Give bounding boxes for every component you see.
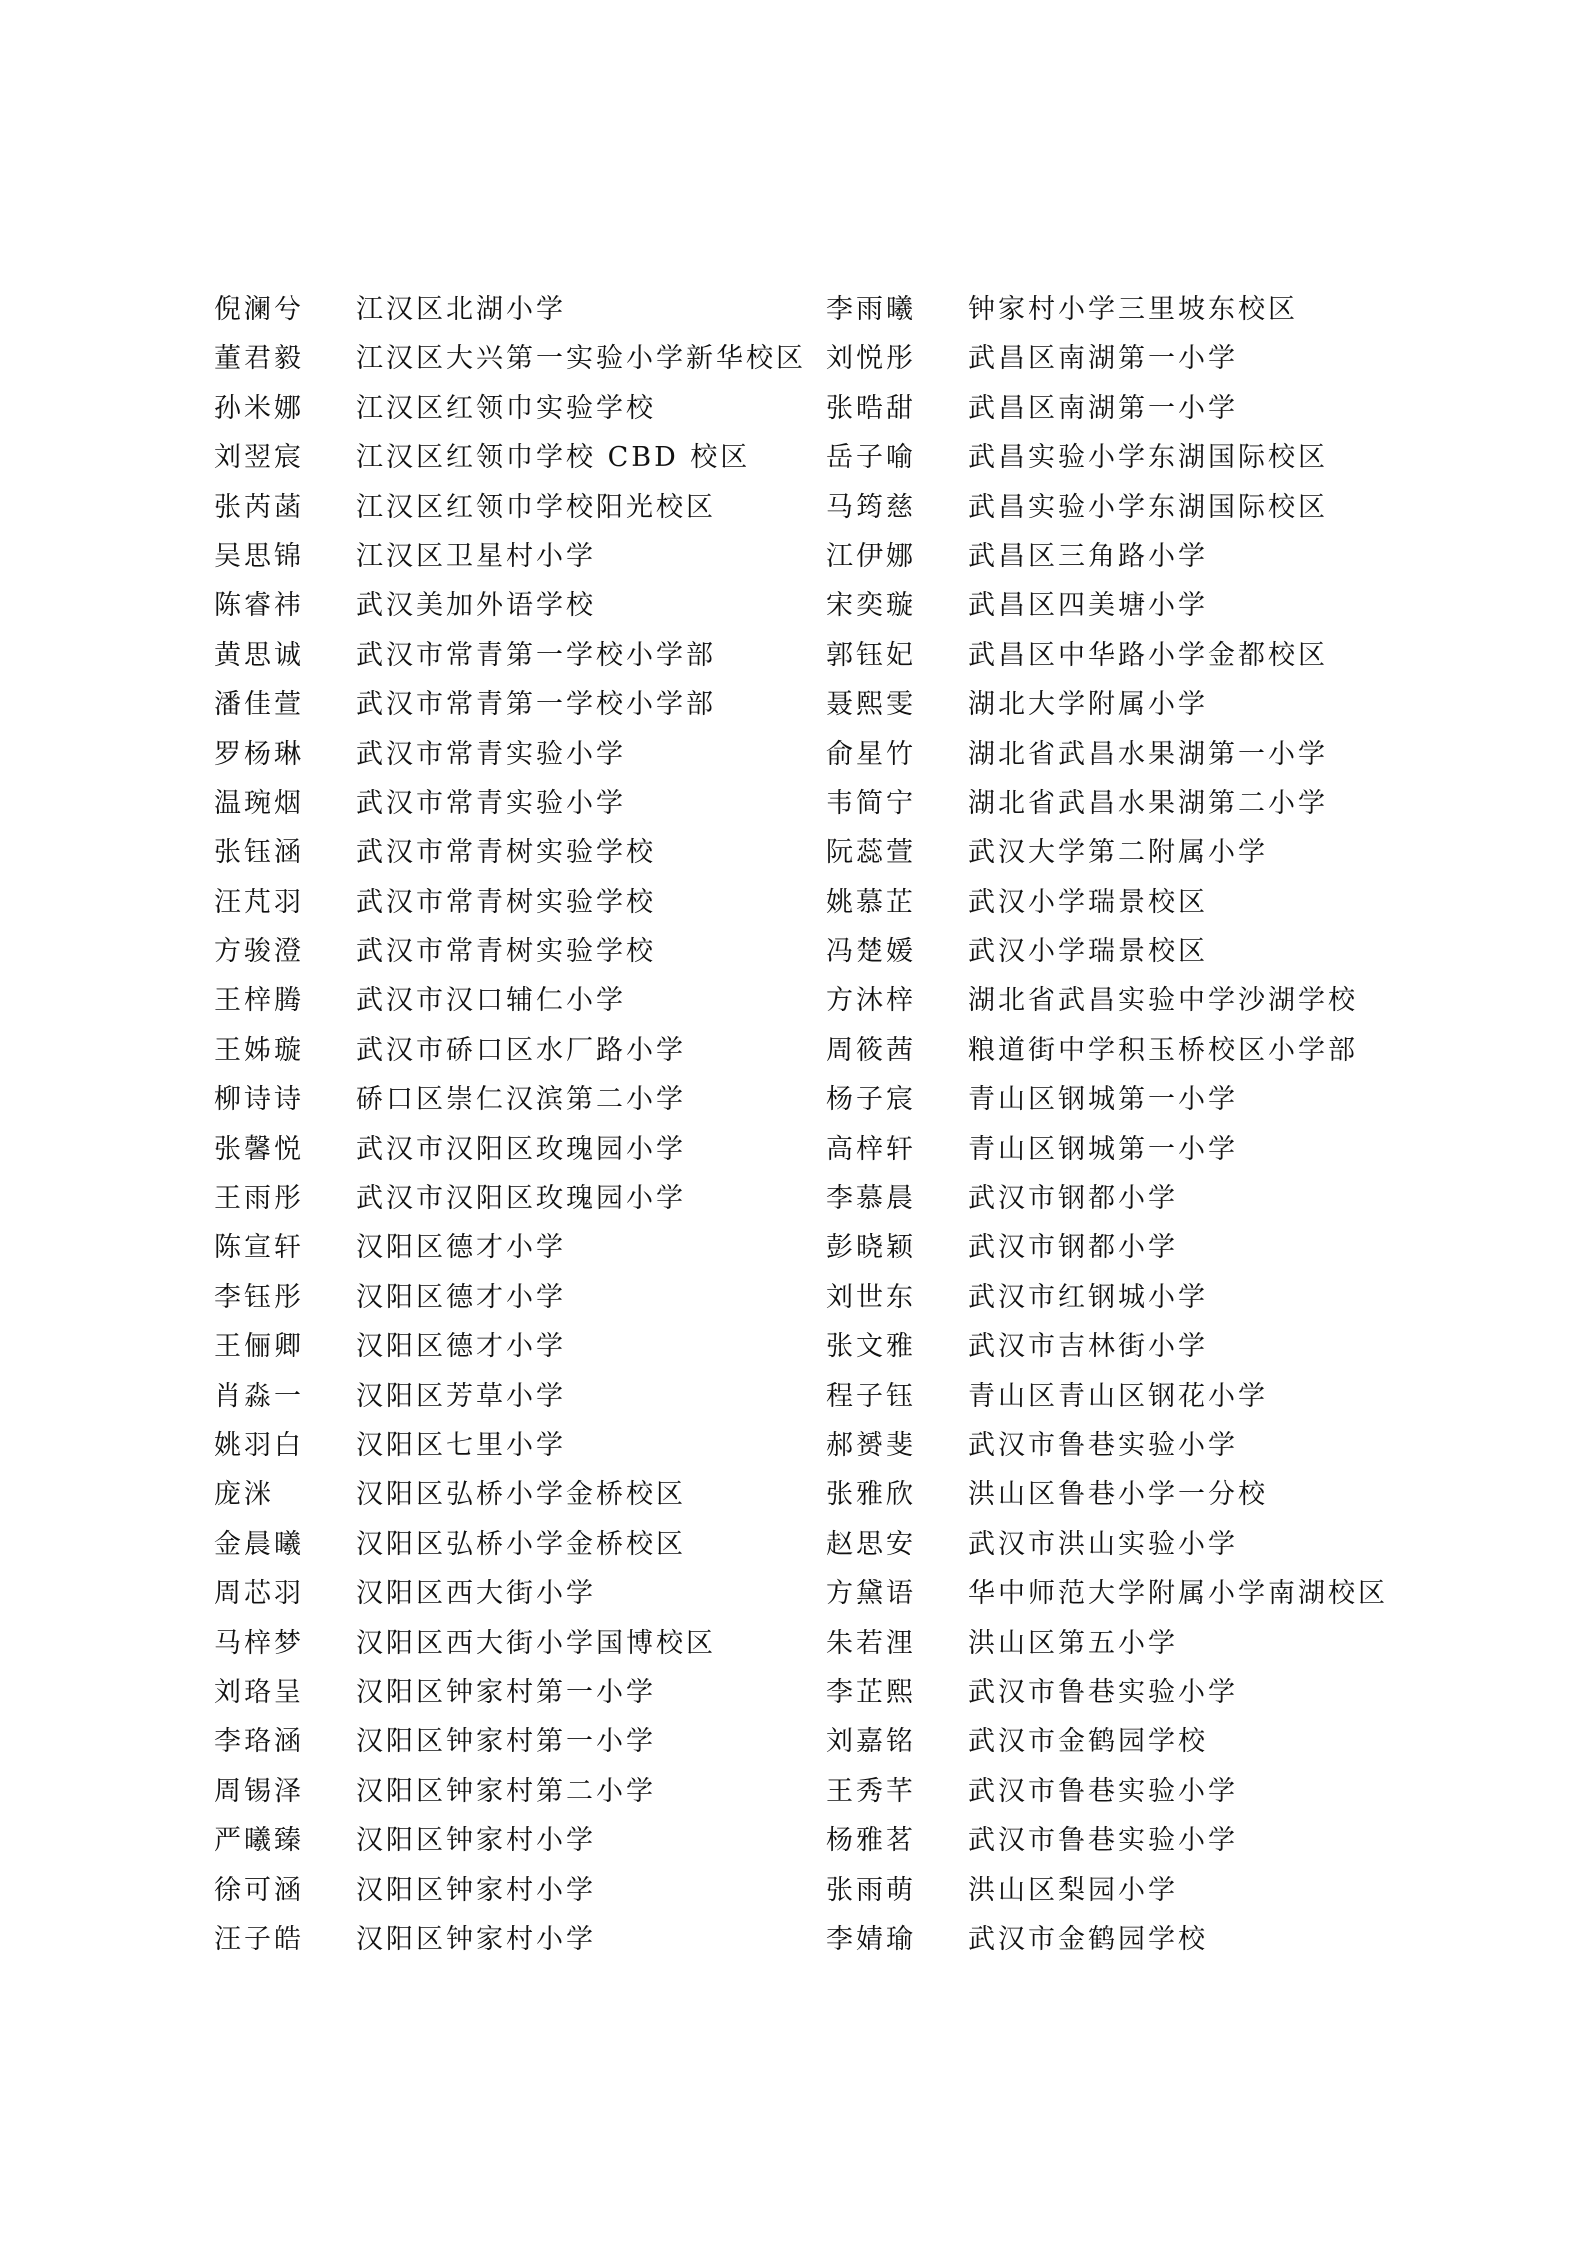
right-school-name: 武汉市鲁巷实验小学: [968, 1676, 1238, 1708]
roster-row: [214, 532, 1394, 581]
left-school-name: 汉阳区弘桥小学金桥校区: [356, 1479, 686, 1511]
right-student-name: 郭钰妃: [826, 639, 916, 671]
left-school-name: 汉阳区钟家村第二小学: [356, 1775, 656, 1807]
right-student-name: 岳子喻: [826, 442, 916, 474]
left-student-name: 庞洣: [214, 1479, 274, 1511]
right-student-name: 高梓轩: [826, 1133, 916, 1165]
right-school-name: 洪山区梨园小学: [968, 1874, 1178, 1906]
right-student-name: 李雨曦: [826, 294, 916, 325]
right-student-name: 刘悦彤: [826, 343, 916, 375]
right-school-name: 武汉市鲁巷实验小学: [968, 1825, 1238, 1857]
left-student-name: 刘珞呈: [214, 1676, 304, 1708]
left-student-name: 柳诗诗: [214, 1084, 304, 1116]
right-student-name: 郝赟斐: [826, 1429, 916, 1461]
left-student-name: 汪子皓: [214, 1923, 304, 1955]
right-school-name: 青山区钢城第一小学: [968, 1084, 1238, 1116]
left-school-name: 江汉区北湖小学: [356, 294, 566, 325]
right-student-name: 方沐梓: [826, 985, 916, 1017]
left-school-name: 武汉市常青实验小学: [356, 738, 626, 770]
left-school-name: 武汉美加外语学校: [356, 590, 596, 622]
left-school-name: 汉阳区钟家村第一小学: [356, 1726, 656, 1758]
roster-row: [214, 1421, 1394, 1470]
roster-row: [214, 1520, 1394, 1569]
left-student-name: 肖淼一: [214, 1380, 304, 1412]
left-school-name: 武汉市汉阳区玫瑰园小学: [356, 1133, 686, 1165]
right-school-name: 武汉小学瑞景校区: [968, 936, 1208, 968]
left-school-name: 武汉市常青树实验学校: [356, 886, 656, 918]
left-student-name: 孙米娜: [214, 392, 304, 424]
left-student-name: 李珞涵: [214, 1726, 304, 1758]
right-school-name: 武汉市鲁巷实验小学: [968, 1775, 1238, 1807]
roster-row: [214, 1767, 1394, 1816]
right-school-name: 湖北省武昌实验中学沙湖学校: [968, 985, 1358, 1017]
right-school-name: 青山区青山区钢花小学: [968, 1380, 1268, 1412]
right-student-name: 阮蕊萱: [826, 837, 916, 869]
left-student-name: 方骏澄: [214, 936, 304, 968]
right-student-name: 杨子宸: [826, 1084, 916, 1116]
left-school-name: 江汉区红领巾学校阳光校区: [356, 491, 716, 523]
right-student-name: 方黛语: [826, 1578, 916, 1610]
roster-row: [214, 1372, 1394, 1421]
roster-row: [214, 1866, 1394, 1915]
roster-row: [214, 483, 1394, 532]
roster-row: [214, 334, 1394, 383]
left-school-name: 汉阳区弘桥小学金桥校区: [356, 1528, 686, 1560]
left-student-name: 王姊璇: [214, 1034, 304, 1066]
right-student-name: 江伊娜: [826, 540, 916, 572]
right-student-name: 彭晓颖: [826, 1232, 916, 1264]
roster-row: [214, 285, 1394, 334]
left-student-name: 陈睿祎: [214, 590, 304, 622]
right-school-name: 武昌区南湖第一小学: [968, 392, 1238, 424]
right-school-name: 武昌区中华路小学金都校区: [968, 639, 1328, 671]
right-student-name: 冯楚媛: [826, 936, 916, 968]
right-school-name: 武昌区南湖第一小学: [968, 343, 1238, 375]
left-student-name: 董君毅: [214, 343, 304, 375]
right-student-name: 姚慕芷: [826, 886, 916, 918]
right-school-name: 武昌区三角路小学: [968, 540, 1208, 572]
left-student-name: 倪澜兮: [214, 294, 304, 325]
right-student-name: 聂熙雯: [826, 689, 916, 721]
roster-row: [214, 1717, 1394, 1766]
right-school-name: 钟家村小学三里坡东校区: [968, 294, 1298, 325]
roster-row: [214, 828, 1394, 877]
right-student-name: 刘世东: [826, 1281, 916, 1313]
left-student-name: 罗杨琳: [214, 738, 304, 770]
right-school-name: 洪山区鲁巷小学一分校: [968, 1479, 1268, 1511]
left-student-name: 姚羽白: [214, 1429, 304, 1461]
right-school-name: 武汉市洪山实验小学: [968, 1528, 1238, 1560]
roster-row: [214, 1125, 1394, 1174]
left-student-name: 温琬烟: [214, 787, 304, 819]
left-student-name: 吴思锦: [214, 540, 304, 572]
left-school-name: 汉阳区钟家村第一小学: [356, 1676, 656, 1708]
right-student-name: 杨雅茗: [826, 1825, 916, 1857]
right-school-name: 洪山区第五小学: [968, 1627, 1178, 1659]
left-school-name: 汉阳区西大街小学国博校区: [356, 1627, 716, 1659]
right-school-name: 湖北省武昌水果湖第一小学: [968, 738, 1328, 770]
left-school-name: 武汉市汉阳区玫瑰园小学: [356, 1183, 686, 1215]
roster-row: [214, 433, 1394, 482]
roster-row: [214, 730, 1394, 779]
right-student-name: 俞星竹: [826, 738, 916, 770]
right-student-name: 周筱茜: [826, 1034, 916, 1066]
left-student-name: 李钰彤: [214, 1281, 304, 1313]
roster-row: [214, 384, 1394, 433]
left-student-name: 刘翌宸: [214, 442, 304, 474]
roster-row: [214, 1816, 1394, 1865]
right-school-name: 武汉小学瑞景校区: [968, 886, 1208, 918]
right-school-name: 武汉市鲁巷实验小学: [968, 1429, 1238, 1461]
right-student-name: 张雨萌: [826, 1874, 916, 1906]
roster-row: [214, 1915, 1394, 1964]
right-school-name: 武汉大学第二附属小学: [968, 837, 1268, 869]
roster-row: [214, 1223, 1394, 1272]
roster-row: [214, 581, 1394, 630]
roster-row: [214, 680, 1394, 729]
right-school-name: 粮道街中学积玉桥校区小学部: [968, 1034, 1358, 1066]
right-student-name: 李芷熙: [826, 1676, 916, 1708]
roster-row: [214, 1026, 1394, 1075]
roster-row: [214, 1273, 1394, 1322]
left-student-name: 陈宣轩: [214, 1232, 304, 1264]
roster-row: [214, 927, 1394, 976]
left-school-name: 汉阳区德才小学: [356, 1232, 566, 1264]
left-school-name: 硚口区崇仁汉滨第二小学: [356, 1084, 686, 1116]
roster-row: [214, 779, 1394, 828]
right-student-name: 韦简宁: [826, 787, 916, 819]
right-student-name: 刘嘉铭: [826, 1726, 916, 1758]
right-school-name: 武昌实验小学东湖国际校区: [968, 491, 1328, 523]
right-school-name: 华中师范大学附属小学南湖校区: [968, 1578, 1388, 1610]
right-student-name: 朱若浬: [826, 1627, 916, 1659]
award-roster: [214, 285, 1394, 1964]
left-school-name: 汉阳区钟家村小学: [356, 1923, 596, 1955]
right-student-name: 张文雅: [826, 1331, 916, 1363]
left-school-name: 武汉市硚口区水厂路小学: [356, 1034, 686, 1066]
right-school-name: 湖北省武昌水果湖第二小学: [968, 787, 1328, 819]
roster-row: [214, 1668, 1394, 1717]
right-student-name: 李婧瑜: [826, 1923, 916, 1955]
left-school-name: 武汉市常青树实验学校: [356, 936, 656, 968]
right-student-name: 王秀芊: [826, 1775, 916, 1807]
right-school-name: 武昌区四美塘小学: [968, 590, 1208, 622]
left-school-name: 江汉区红领巾学校 CBD 校区: [356, 442, 751, 474]
left-student-name: 周锡泽: [214, 1775, 304, 1807]
right-school-name: 武昌实验小学东湖国际校区: [968, 442, 1328, 474]
right-student-name: 程子钰: [826, 1380, 916, 1412]
roster-row: [214, 1174, 1394, 1223]
right-student-name: 张晧甜: [826, 392, 916, 424]
left-student-name: 马梓梦: [214, 1627, 304, 1659]
roster-row: [214, 1569, 1394, 1618]
right-school-name: 湖北大学附属小学: [968, 689, 1208, 721]
right-school-name: 武汉市吉林街小学: [968, 1331, 1208, 1363]
left-student-name: 张芮菡: [214, 491, 304, 523]
left-student-name: 金晨曦: [214, 1528, 304, 1560]
right-school-name: 武汉市红钢城小学: [968, 1281, 1208, 1313]
left-school-name: 汉阳区德才小学: [356, 1281, 566, 1313]
left-school-name: 武汉市常青第一学校小学部: [356, 639, 716, 671]
roster-row: [214, 1075, 1394, 1124]
left-school-name: 汉阳区德才小学: [356, 1331, 566, 1363]
left-student-name: 张馨悦: [214, 1133, 304, 1165]
roster-row: [214, 878, 1394, 927]
left-school-name: 汉阳区西大街小学: [356, 1578, 596, 1610]
left-student-name: 严曦臻: [214, 1825, 304, 1857]
left-school-name: 武汉市常青树实验学校: [356, 837, 656, 869]
right-school-name: 武汉市金鹤园学校: [968, 1726, 1208, 1758]
left-school-name: 汉阳区钟家村小学: [356, 1874, 596, 1906]
left-student-name: 徐可涵: [214, 1874, 304, 1906]
left-student-name: 潘佳萱: [214, 689, 304, 721]
right-student-name: 马筠慈: [826, 491, 916, 523]
left-student-name: 黄思诚: [214, 639, 304, 671]
left-school-name: 汉阳区七里小学: [356, 1429, 566, 1461]
roster-row: [214, 1619, 1394, 1668]
right-student-name: 李慕晨: [826, 1183, 916, 1215]
left-school-name: 汉阳区钟家村小学: [356, 1825, 596, 1857]
left-school-name: 江汉区红领巾实验学校: [356, 392, 656, 424]
roster-row: [214, 1470, 1394, 1519]
right-student-name: 赵思安: [826, 1528, 916, 1560]
left-student-name: 汪芃羽: [214, 886, 304, 918]
left-school-name: 武汉市常青第一学校小学部: [356, 689, 716, 721]
right-school-name: 青山区钢城第一小学: [968, 1133, 1238, 1165]
roster-row: [214, 1322, 1394, 1371]
right-student-name: 张雅欣: [826, 1479, 916, 1511]
roster-row: [214, 631, 1394, 680]
left-school-name: 汉阳区芳草小学: [356, 1380, 566, 1412]
left-student-name: 王雨彤: [214, 1183, 304, 1215]
left-student-name: 周芯羽: [214, 1578, 304, 1610]
left-school-name: 江汉区卫星村小学: [356, 540, 596, 572]
left-school-name: 武汉市汉口辅仁小学: [356, 985, 626, 1017]
right-school-name: 武汉市金鹤园学校: [968, 1923, 1208, 1955]
right-student-name: 宋奕璇: [826, 590, 916, 622]
left-school-name: 江汉区大兴第一实验小学新华校区: [356, 343, 806, 375]
left-student-name: 张钰涵: [214, 837, 304, 869]
right-school-name: 武汉市钢都小学: [968, 1232, 1178, 1264]
left-school-name: 武汉市常青实验小学: [356, 787, 626, 819]
roster-row: [214, 976, 1394, 1025]
right-school-name: 武汉市钢都小学: [968, 1183, 1178, 1215]
left-student-name: 王俪卿: [214, 1331, 304, 1363]
left-student-name: 王梓腾: [214, 985, 304, 1017]
